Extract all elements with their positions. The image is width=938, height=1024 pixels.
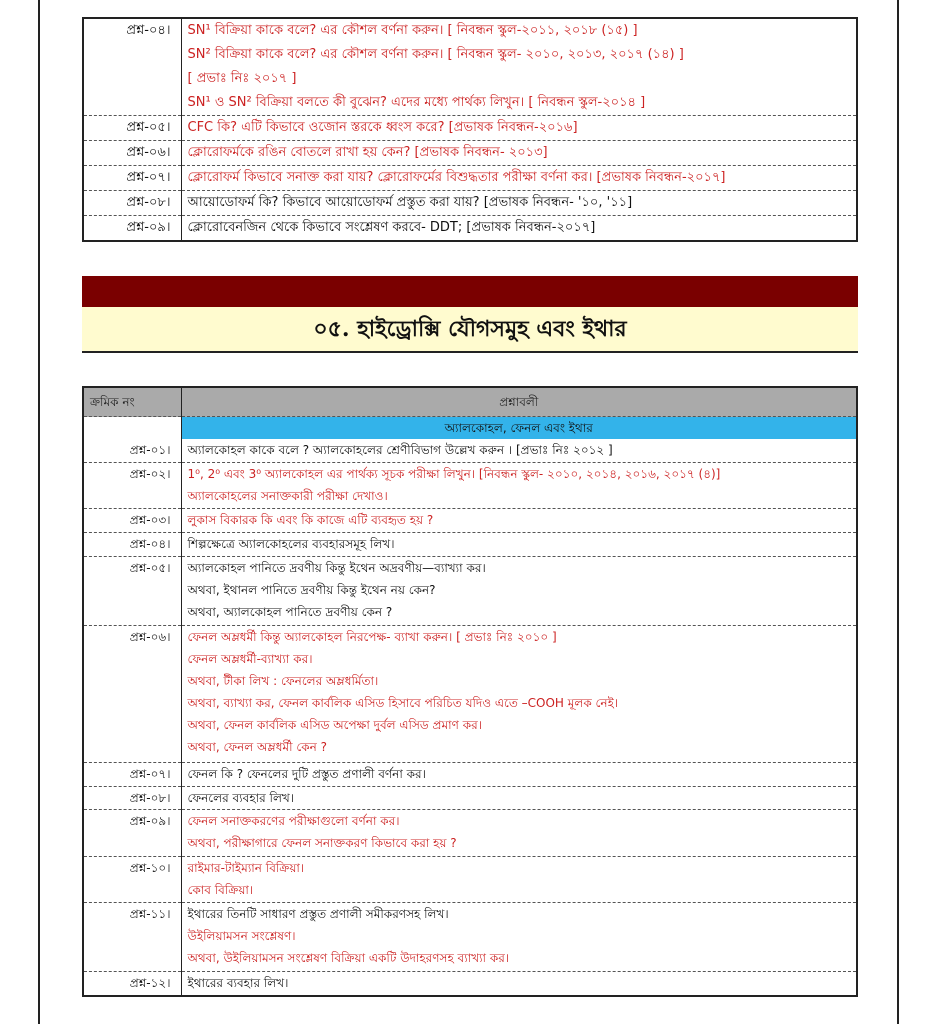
question-line: SN² বিক্রিয়া কাকে বলে? এর কৌশল বর্ণনা করুন। [ নিবন্ধন স্কুল- ২০১০, ২০১৩, ২০১৭ (১৪) ] — [187, 47, 684, 62]
question-number: প্রশ্ন-১২। — [83, 972, 181, 996]
question-text-cell — [181, 810, 857, 856]
question-text-cell — [181, 786, 857, 810]
table-row — [83, 903, 857, 972]
question-text-cell — [181, 141, 857, 166]
question-text-cell — [181, 439, 857, 462]
question-table-haloalkane-body — [83, 18, 857, 241]
question-line: রাইমার-টাইম্যান বিক্রিয়া। — [187, 860, 305, 875]
table-row — [83, 216, 857, 242]
question-number: প্রশ্ন-০৪। — [83, 18, 181, 116]
header-questions: প্রশ্নাবলী — [181, 387, 857, 417]
question-line: অ্যালকোহল পানিতে দ্রবণীয় কিন্তু ইথেন অদ্রবণীয়—ব্যাখ্যা কর। — [187, 560, 486, 575]
question-text-cell — [181, 762, 857, 786]
question-text-cell — [181, 116, 857, 141]
table-subheader-row — [83, 417, 857, 440]
question-line: কোব বিক্রিয়া। — [187, 882, 254, 897]
question-number: প্রশ্ন-০৮। — [83, 786, 181, 810]
question-number: প্রশ্ন-১০। — [83, 856, 181, 902]
table-row — [83, 191, 857, 216]
question-text-cell — [181, 462, 857, 508]
question-line: অথবা, ফেনল অম্লধর্মী কেন ? — [187, 739, 327, 754]
question-text-cell — [181, 625, 857, 762]
subheader-topic: অ্যালকোহল, ফেনল এবং ইথার — [181, 417, 857, 440]
question-number: প্রশ্ন-০৮। — [83, 191, 181, 216]
table-row — [83, 786, 857, 810]
table-row — [83, 625, 857, 762]
question-text-cell — [181, 903, 857, 972]
question-text-cell — [181, 972, 857, 996]
question-line: ক্লোরোফর্ম কিভাবে সনাক্ত করা যায়? ক্লোরোফর্মের বিশুদ্ধতার পরীক্ষা বর্ণনা কর। [প্রভাষক নিবন্ধন-২০১৭] — [187, 170, 726, 185]
question-line: অ্যালকোহলের সনাক্তকারী পরীক্ষা দেখাও। — [187, 488, 388, 503]
header-serial-no: ক্রমিক নং — [83, 387, 181, 417]
question-line: অথবা, অ্যালকোহল পানিতে দ্রবণীয় কেন ? — [187, 604, 393, 619]
question-line: ফেনল সনাক্তকরণের পরীক্ষাগুলো বর্ণনা কর। — [187, 814, 400, 829]
table-row — [83, 439, 857, 462]
question-line: ফেনল অম্লধর্মী কিন্তু অ্যালকোহল নিরপেক্ষ- ব্যাখা করুন। [ প্রভাঃ নিঃ ২০১০ ] — [187, 629, 557, 644]
question-line: অথবা, ব্যাখ্যা কর, ফেনল কার্বলিক এসিড হিসাবে পরিচিত যদিও এতে –COOH মূলক নেই। — [187, 695, 619, 710]
question-table-hydroxy-ether — [82, 386, 858, 997]
question-line: ইথারের ব্যবহার লিখ। — [187, 976, 289, 991]
question-line: উইলিয়ামসন সংশ্লেষণ। — [187, 929, 296, 944]
question-line: অথবা, টীকা লিখ : ফেনলের অম্লধর্মিতা। — [187, 673, 379, 688]
page-border-right — [897, 0, 899, 1024]
section-banner-bar — [82, 276, 858, 307]
table-row — [83, 509, 857, 533]
table-row — [83, 116, 857, 141]
question-number: প্রশ্ন-০৯। — [83, 810, 181, 856]
page-border-left — [38, 0, 40, 1024]
question-text-cell — [181, 18, 857, 116]
question-line: CFC কি? এটি কিভাবে ওজোন স্তরকে ধ্বংস করে? [প্রভাষক নিবন্ধন-২০১৬] — [187, 120, 578, 135]
question-number: প্রশ্ন-০৪। — [83, 532, 181, 556]
question-line: অথবা, ইথানল পানিতে দ্রবণীয় কিন্তু ইথেন নয় কেন? — [187, 582, 436, 597]
question-text-cell — [181, 509, 857, 533]
table-row — [83, 462, 857, 508]
question-line: ইথারের তিনটি সাধারণ প্রস্তুত প্রণালী সমীকরণসহ লিখ। — [187, 907, 449, 922]
question-text-cell — [181, 856, 857, 902]
question-line: ফেনল কি ? ফেনলের দুটি প্রস্তুত প্রণালী বর্ণনা কর। — [187, 766, 426, 781]
question-number: প্রশ্ন-০৯। — [83, 216, 181, 242]
question-number: প্রশ্ন-০২। — [83, 462, 181, 508]
question-text-cell — [181, 166, 857, 191]
question-text-cell — [181, 216, 857, 242]
question-number: প্রশ্ন-০৭। — [83, 166, 181, 191]
question-number: প্রশ্ন-১১। — [83, 903, 181, 972]
question-line: অথবা, পরীক্ষাগারে ফেনল সনাক্তকরণ কিভাবে করা হয় ? — [187, 836, 457, 851]
question-line: অথবা, ফেনল কার্বলিক এসিড অপেক্ষা দুর্বল এসিড প্রমাণ কর। — [187, 717, 482, 732]
question-line: অ্যালকোহল কাকে বলে ? অ্যালকোহলের শ্রেণীবিভাগ উল্লেখ করুন । [প্রভাঃ নিঃ ২০১২ ] — [187, 443, 613, 457]
question-number: প্রশ্ন-০৫। — [83, 116, 181, 141]
table-row — [83, 762, 857, 786]
question-line: ক্লোরোবেনজিন থেকে কিভাবে সংশ্লেষণ করবে- DDT; [প্রভাষক নিবন্ধন-২০১৭] — [187, 220, 596, 235]
table-row — [83, 810, 857, 856]
question-line: ক্লোরোফর্মকে রঙিন বোতলে রাখা হয় কেন? [প্রভাষক নিবন্ধন- ২০১৩] — [187, 145, 548, 160]
subheader-empty-cell — [83, 417, 181, 440]
question-text-cell — [181, 191, 857, 216]
question-line: [ প্রভাঃ নিঃ ২০১৭ ] — [187, 71, 297, 86]
table-row — [83, 556, 857, 625]
question-number: প্রশ্ন-০৬। — [83, 141, 181, 166]
question-number: প্রশ্ন-০৬। — [83, 625, 181, 762]
table-row — [83, 18, 857, 116]
table-row — [83, 972, 857, 996]
question-number: প্রশ্ন-০৭। — [83, 762, 181, 786]
question-line: SN¹ ও SN² বিক্রিয়া বলতে কী বুঝেন? এদের মধ্যে পার্থক্য লিখুন। [ নিবন্ধন স্কুল-২০১৪ ] — [187, 95, 646, 110]
question-line: ফেনলের ব্যবহার লিখ। — [187, 790, 295, 805]
table-row — [83, 532, 857, 556]
section-title: ০৫. হাইড্রোক্সি যৌগসমুহ এবং ইথার — [82, 307, 858, 353]
table-row — [83, 141, 857, 166]
question-number: প্রশ্ন-০৩। — [83, 509, 181, 533]
question-line: অথবা, উইলিয়ামসন সংশ্লেষণ বিক্রিয়া একটি উদাহরণসহ ব্যাখ্যা কর। — [187, 951, 510, 966]
question-text-cell — [181, 556, 857, 625]
table-header-row — [83, 387, 857, 417]
question-number: প্রশ্ন-০৫। — [83, 556, 181, 625]
question-line: শিল্পক্ষেত্রে অ্যালকোহলের ব্যবহারসমূহ লিখ। — [187, 536, 395, 551]
question-line: SN¹ বিক্রিয়া কাকে বলে? এর কৌশল বর্ণনা করুন। [ নিবন্ধন স্কুল-২০১১, ২০১৮ (১৫) ] — [187, 23, 638, 38]
question-line: লুকাস বিকারক কি এবং কি কাজে এটি ব্যবহৃত হয় ? — [187, 513, 434, 528]
question-line: আয়োডোফর্ম কি? কিভাবে আয়োডোফর্ম প্রস্তুত করা যায়? [প্রভাষক নিবন্ধন- '১০, '১১] — [187, 195, 633, 210]
question-number: প্রশ্ন-০১। — [83, 439, 181, 462]
table-row — [83, 166, 857, 191]
question-table-haloalkane — [82, 17, 858, 242]
table-row — [83, 856, 857, 902]
question-table-hydroxy-ether-body — [83, 439, 857, 996]
question-text-cell — [181, 532, 857, 556]
question-line: 1⁰, 2⁰ এবং 3⁰ অ্যালকোহল এর পার্থক্য সূচক পরীক্ষা লিখুন। [নিবন্ধন স্কুল- ২০১০, ২০১৪, ২০১৬, ২০১৭ (৪)] — [187, 466, 721, 481]
question-line: ফেনল অম্লধর্মী-ব্যাখ্যা কর। — [187, 651, 313, 666]
